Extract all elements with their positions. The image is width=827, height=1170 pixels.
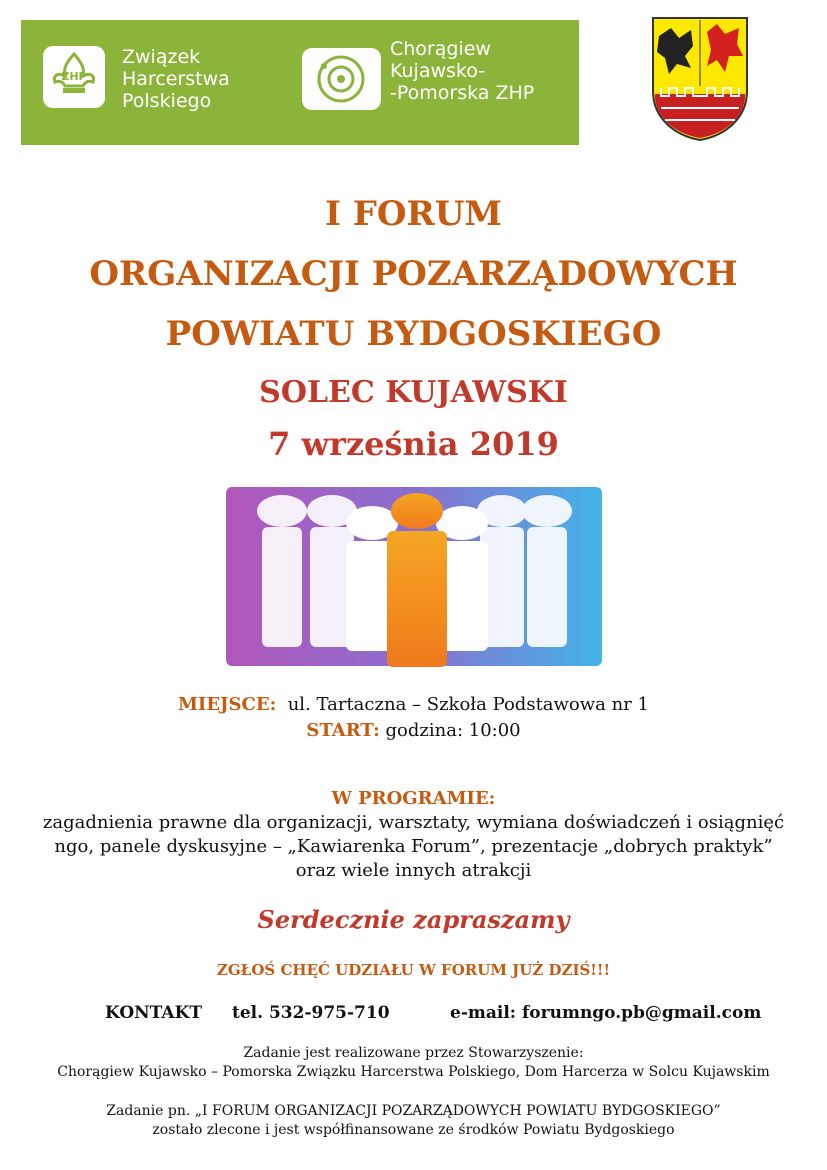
start-line <box>0 720 827 741</box>
program-line: oraz wiele innych atrakcji <box>295 860 532 881</box>
event-date: 7 września 2019 <box>268 425 559 463</box>
title-line-2: ORGANIZACJI POZARZĄDOWYCH <box>89 254 738 294</box>
people-illustration <box>222 483 606 670</box>
place-label: MIEJSCE: <box>177 694 277 715</box>
invitation-text: Serdecznie zapraszamy <box>257 905 570 934</box>
footer-line: zostało zlecone i jest współfinansowane ze środków Powiatu Bydgoskiego <box>152 1122 675 1138</box>
footer-line: Chorągiew Kujawsko – Pomorska Związku Harcerstwa Polskiego, Dom Harcerza w Solcu Kujawskim <box>57 1064 770 1080</box>
start-label: START: <box>306 720 380 741</box>
coat-of-arms-icon <box>651 16 749 142</box>
contact-label: KONTAKT <box>105 1003 203 1023</box>
title-line-1: I FORUM <box>324 194 503 234</box>
zhp-logo-text: ZHP <box>61 70 87 83</box>
program-line: ngo, panele dyskusyjne – „Kawiarenka Forum”, prezentacje „dobrych praktyk” <box>54 836 773 857</box>
org-left-name: Związek Harcerstwa Polskiego <box>122 46 230 112</box>
footer-line: Zadanie pn. „I FORUM ORGANIZACJI POZARZĄDOWYCH POWIATU BYDGOSKIEGO” <box>106 1103 721 1119</box>
event-location: SOLEC KUJAWSKI <box>259 375 568 410</box>
place-value: ul. Tartaczna – Szkoła Podstawowa nr 1 <box>287 694 650 715</box>
title-line-3: POWIATU BYDGOSKIEGO <box>165 314 662 354</box>
zhp-banner <box>21 20 579 145</box>
place-line <box>0 694 827 715</box>
start-value: godzina: 10:00 <box>385 720 521 741</box>
contact-phone: tel. 532-975-710 <box>232 1003 390 1023</box>
org-right-name: Chorągiew Kujawsko- -Pomorska ZHP <box>390 38 535 104</box>
program-line: zagadnienia prawne dla organizacji, warsztaty, wymiana doświadczeń i osiągnięć <box>42 812 785 833</box>
atom-logo-icon <box>302 48 381 110</box>
signup-call: ZGŁOŚ CHĘĆ UDZIAŁU W FORUM JUŻ DZIŚ!!! <box>216 961 611 979</box>
contact-email: e-mail: forumngo.pb@gmail.com <box>450 1003 762 1023</box>
zhp-lily-logo-icon <box>43 46 105 108</box>
footer-line: Zadanie jest realizowane przez Stowarzyszenie: <box>243 1045 584 1061</box>
program-heading: W PROGRAMIE: <box>331 788 496 809</box>
